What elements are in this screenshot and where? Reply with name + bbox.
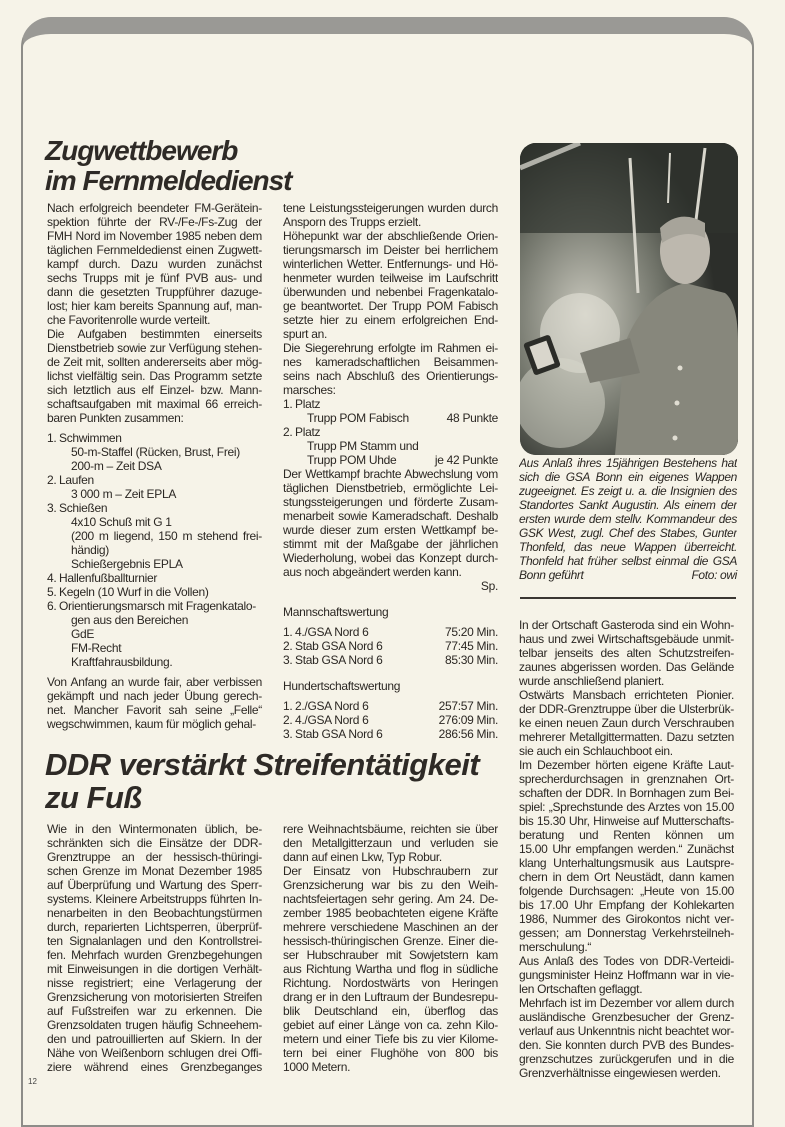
rank: 1. bbox=[283, 699, 293, 713]
list-item bbox=[47, 613, 262, 627]
text-line: Die Siegerehrung erfolgte im Rahmen ei- bbox=[283, 341, 498, 355]
text-line: Nach erfolgreich beendeter FM-Gerätein- bbox=[47, 201, 262, 215]
text-line: sprecherdurchsagen in grenznahen Ort- bbox=[519, 772, 734, 786]
text-line: klang Unterhaltungsmusik aus Lautspre- bbox=[519, 856, 734, 870]
text-line: grenzschutzes zurückgerufen und in die bbox=[519, 1052, 734, 1066]
text-line: schränkten sich die Einsätze der DDR- bbox=[47, 836, 262, 850]
text-line: kampf durch. Dazu wurden zunächst bbox=[47, 257, 262, 271]
text-line: täglichen Dienstbetrieb, ermöglichte Lei- bbox=[283, 481, 498, 495]
hundred-ranking-table bbox=[283, 699, 498, 741]
placings-list bbox=[283, 397, 498, 467]
text-line: che Favoritenrolle wurde verteilt. bbox=[47, 313, 211, 327]
article2-right-column bbox=[519, 618, 734, 1080]
body-text bbox=[283, 201, 498, 397]
text-line: schaftsaufgaben mit maximal 66 erreich- bbox=[47, 397, 262, 411]
rank: 1. bbox=[283, 625, 293, 639]
text-line: mehrere verschiedene Maschinen an der bbox=[283, 920, 498, 934]
body-text bbox=[283, 822, 498, 1074]
text-line: aus Richtung Wartha und flog in südliche bbox=[283, 962, 498, 976]
item-number: 3. bbox=[47, 501, 57, 515]
text-line: Der Wettkampf brachte Abwechslung vom bbox=[283, 467, 498, 481]
list-item bbox=[283, 453, 498, 467]
item-number: 1. bbox=[283, 397, 293, 411]
title-line: im Fernmeldedienst bbox=[45, 165, 292, 197]
text-line: Mehrfach ist im Dezember vor allem durch bbox=[519, 996, 734, 1010]
text-line: Grenzsoldaten trugen häufig Schneehem- bbox=[47, 1018, 262, 1032]
text-line: 1986, Nummer des Girokontos nicht ver- bbox=[519, 912, 734, 926]
text-line: Wiederholung, wobei das Konzept durch- bbox=[283, 551, 498, 565]
text-line: lost; hier kam bereits Spannung auf, man- bbox=[47, 299, 262, 313]
text-line: ge beantwortet. Der Trupp POM Fabisch bbox=[283, 299, 498, 313]
paragraph bbox=[47, 327, 262, 425]
body-text bbox=[283, 467, 498, 579]
article1-left-column bbox=[47, 201, 262, 731]
caption-text bbox=[519, 456, 737, 568]
rank: 3. bbox=[283, 653, 293, 667]
text-line: Grenzsicherung von motorisierten Streifen bbox=[47, 990, 262, 1004]
article2-left-column bbox=[47, 822, 262, 1074]
text-line: hessisch-thüringischen Grenze. Einer die- bbox=[283, 934, 498, 948]
caption-line: GSK West, zugl. Chef des Stabes, Gunter bbox=[519, 526, 737, 540]
item-text: Orientierungsmarsch mit Fragenkatalo- bbox=[59, 599, 256, 613]
text-line: rere Weihnachtsbäume, reichten sie über bbox=[283, 822, 498, 836]
text-line: ten Signalanlagen und den Kontrollstrei- bbox=[47, 934, 262, 948]
text-line: Grenzverhältnisse eingewiesen werden. bbox=[519, 1066, 721, 1080]
text-line: beratung und Renten können um bbox=[519, 828, 734, 842]
article1-middle-column bbox=[283, 201, 498, 741]
text-line: Richtung. Nordostwärts von Heringen bbox=[283, 976, 498, 990]
time: 75:20 Min. bbox=[444, 625, 498, 639]
item-number bbox=[47, 557, 59, 571]
item-text: händig) bbox=[71, 543, 109, 557]
text-line: net. Mancher Favorit sah seine „Felle“ bbox=[47, 703, 262, 717]
item-number: 6. bbox=[47, 599, 57, 613]
intro-text bbox=[47, 201, 262, 425]
text-line: systems. Kleinere Arbeitstrupps führten In- bbox=[47, 892, 262, 906]
text-line: Die Aufgaben bestimmten einerseits bbox=[47, 327, 262, 341]
time: 77:45 Min. bbox=[444, 639, 498, 653]
divider-rule bbox=[520, 597, 736, 599]
time: 257:57 Min. bbox=[438, 699, 498, 713]
list-item bbox=[47, 529, 262, 543]
item-text: Kraftfahrausbildung. bbox=[71, 655, 173, 669]
text-line: spektion führte der RV-/Fe-/Fs-Zug der bbox=[47, 215, 262, 229]
text-line: der DDR-Grenztruppe über die Ulsterbrük- bbox=[519, 702, 734, 716]
team: Stab GSA Nord 6 bbox=[295, 727, 383, 741]
text-line: Aus Anlaß des Todes von DDR-Verteidi- bbox=[519, 954, 734, 968]
text-line: mehrerer Metallgittermatten. Dazu setzten bbox=[519, 730, 734, 744]
outro-text bbox=[47, 675, 262, 731]
text-line: seins nach Abschluß des Orientierungs- bbox=[283, 369, 498, 383]
list-item bbox=[47, 599, 262, 613]
text-line: verlauf aus Unkenntnis nicht beachtet wor- bbox=[519, 1024, 734, 1038]
task-list bbox=[47, 431, 262, 669]
caption-line: Aus Anlaß ihres 15jährigen Bestehens hat bbox=[519, 456, 737, 470]
caption-line: sich die GSA Bonn ein eigenes Wappen bbox=[519, 470, 737, 484]
text-line: den und patrouillierten auf Skiern. In der bbox=[47, 1032, 262, 1046]
paragraph bbox=[519, 758, 734, 954]
team-ranking-table bbox=[283, 625, 498, 667]
text-line: chern in dem Ort Neustädt, dann kamen bbox=[519, 870, 734, 884]
text-line: setzte hier zu einem erfolgreichen End- bbox=[283, 313, 498, 327]
body-text bbox=[519, 618, 734, 1080]
text-line: de Zeit mit, sollten andererseits aber mög- bbox=[47, 355, 262, 369]
item-text: gen aus den Bereichen bbox=[71, 613, 189, 627]
hundred-ranking-title: Hundertschaftswertung bbox=[283, 679, 401, 693]
text-line: mit Einweisungen in die dortigen Verhält- bbox=[47, 962, 262, 976]
text-line: sich letztlich aus elf Einzel- bzw. Mann- bbox=[47, 383, 262, 397]
list-item bbox=[47, 655, 262, 669]
team: Stab GSA Nord 6 bbox=[295, 639, 383, 653]
paragraph bbox=[519, 996, 734, 1080]
paragraph bbox=[283, 201, 498, 229]
text-line: menarbeit sowie Kameradschaft. Deshalb bbox=[283, 509, 498, 523]
text-line: ausländische Grenzbesucher der Grenz- bbox=[519, 1010, 734, 1024]
article-title-ddr bbox=[45, 748, 479, 815]
text-line: stungssteigerungen und förderte Zusam- bbox=[283, 495, 498, 509]
text-line: dann die gesetzten Truppführer dazuge- bbox=[47, 285, 262, 299]
text-line: wurde dieser zum ersten Wettkampf be- bbox=[283, 523, 498, 537]
text-line: lichst vielfältig sein. Das Programm setzte bbox=[47, 369, 262, 383]
item-text: Trupp PM Stamm und bbox=[307, 439, 419, 453]
text-line: drang er in den Luftraum der Bundesrepu- bbox=[283, 990, 498, 1004]
time: 286:56 Min. bbox=[438, 727, 498, 741]
text-line: gungsminister Heinz Hoffmann war in vie- bbox=[519, 968, 734, 982]
text-line: dann auf einen Lkw, Typ Robur. bbox=[283, 850, 442, 864]
item-number bbox=[47, 543, 59, 557]
text-line: wurde anschließend planiert. bbox=[519, 674, 665, 688]
team: 4./GSA Nord 6 bbox=[295, 713, 369, 727]
text-line: gebiet auf einer Länge von ca. zehn Kilo- bbox=[283, 1018, 498, 1032]
text-line: Grenztruppe an der hessisch-thüringi- bbox=[47, 850, 262, 864]
text-line: schaften der DDR. In Bornhagen zum Bei- bbox=[519, 786, 734, 800]
list-item bbox=[47, 445, 262, 459]
item-text: Platz bbox=[295, 397, 321, 411]
text-line: Ostwärts Mansbach errichteten Pionier. bbox=[519, 688, 734, 702]
item-number bbox=[47, 641, 59, 655]
item-number bbox=[47, 529, 59, 543]
list-item bbox=[283, 397, 498, 411]
text-line: marsches: bbox=[283, 383, 336, 397]
list-item bbox=[47, 515, 262, 529]
photo-officer-with-coat-of-arms bbox=[520, 143, 738, 455]
text-line: spurt an. bbox=[283, 327, 327, 341]
text-line: merschulung.“ bbox=[519, 940, 592, 954]
title-line: DDR verstärkt Streifentätigkeit bbox=[45, 747, 480, 782]
caption-footer bbox=[519, 568, 737, 582]
page-number: 12 bbox=[28, 1077, 37, 1086]
text-line: aus noch abgeändert werden kann. bbox=[283, 565, 462, 579]
table-row bbox=[283, 653, 498, 667]
text-line: tierungsmarsch im Deister bei herrlichem bbox=[283, 243, 498, 257]
text-line: nisse registriert; eine Verlagerung der bbox=[47, 976, 262, 990]
text-line: blik Deutschland ein, überflog das bbox=[283, 1004, 498, 1018]
item-points: je 42 Punkte bbox=[434, 453, 498, 467]
item-number: 1. bbox=[47, 431, 57, 445]
item-number bbox=[283, 411, 295, 425]
item-text: Trupp POM Uhde bbox=[307, 453, 397, 467]
paragraph bbox=[47, 201, 262, 327]
text-line: tern bei einer Flughöhe von 800 bis bbox=[283, 1046, 498, 1060]
table-row bbox=[283, 727, 498, 741]
item-points: 48 Punkte bbox=[446, 411, 498, 425]
text-line: folgende Durchsagen: „Heute von 15.00 bbox=[519, 884, 734, 898]
text-line: bis 17.00 Uhr Empfang der Kohlekarten bbox=[519, 898, 734, 912]
photo-image bbox=[520, 143, 738, 455]
text-line: Im Dezember hörten eigene Kräfte Laut- bbox=[519, 758, 734, 772]
text-line: bis 15.30 Uhr, Hinweise auf Mutterschafts- bbox=[519, 814, 734, 828]
item-text: 200-m – Zeit DSA bbox=[71, 459, 162, 473]
caption-line: Thonfeld hat früher selbst einmal die GSA bbox=[519, 554, 737, 568]
text-line: überwunden und nebenbei Fragenkatalo- bbox=[283, 285, 498, 299]
text-line: In der Ortschaft Gasteroda sind ein Wohn- bbox=[519, 618, 734, 632]
text-line: ke einen neuen Zaun durch Verschrauben bbox=[519, 716, 734, 730]
rank: 2. bbox=[283, 639, 293, 653]
text-line: len Ortschaften geflaggt. bbox=[519, 982, 643, 996]
text-line: durch, reparierten Lichtsperren, überprüf- bbox=[47, 920, 262, 934]
item-text: (200 m liegend, 150 m stehend frei- bbox=[71, 529, 262, 543]
item-number: 5. bbox=[47, 585, 57, 599]
text-line: Wie in den Wintermonaten üblich, be- bbox=[47, 822, 262, 836]
text-line: Von Anfang an wurde fair, aber verbissen bbox=[47, 675, 262, 689]
list-item bbox=[47, 459, 262, 473]
author-signature: Sp. bbox=[480, 579, 498, 593]
text-line: Dienstbetrieb sowie zur Verfügung stehen- bbox=[47, 341, 262, 355]
list-item bbox=[283, 425, 498, 439]
text-line: sie auch ein Schlauchboot ein. bbox=[519, 744, 673, 758]
text-line: Grenzsicherung war bis zu den Weih- bbox=[283, 878, 498, 892]
list-item bbox=[283, 411, 498, 425]
paragraph bbox=[519, 688, 734, 758]
text-line: auf Überprüfung und Wartung des Sperr- bbox=[47, 878, 262, 892]
text-line: metern und einer Tiefe bis zu vier Kilome- bbox=[283, 1032, 498, 1046]
paragraph bbox=[283, 229, 498, 341]
list-item bbox=[47, 627, 262, 641]
text-line: schen Grenze im Monat Dezember 1985 bbox=[47, 864, 262, 878]
text-line: täglichen Fernmeldedienst einen Zugwett- bbox=[47, 243, 262, 257]
item-text: Laufen bbox=[59, 473, 94, 487]
item-number: 2. bbox=[47, 473, 57, 487]
item-number bbox=[47, 627, 59, 641]
text-line: fen. Mehrfach wurden Grenzbegehungen bbox=[47, 948, 262, 962]
article-title-zugwettbewerb bbox=[45, 136, 292, 196]
text-line: baren Punkten zusammen: bbox=[47, 411, 184, 425]
list-item bbox=[47, 501, 262, 515]
item-text: Schwimmen bbox=[59, 431, 122, 445]
text-line: ser Hubschrauber mit Sowjetstern kam bbox=[283, 948, 498, 962]
text-line: gessen; am Donnerstag Verkehrsteilneh- bbox=[519, 926, 734, 940]
text-line: Höhepunkt war der abschließende Orien- bbox=[283, 229, 498, 243]
caption-line: zugeeignet. Es zeigt u. a. die Insignien des bbox=[519, 484, 737, 498]
text-line: winterlichen Wetter. Entfernungs- und Hö- bbox=[283, 257, 498, 271]
item-number bbox=[47, 459, 59, 473]
text-line: haus und zwei Wirtschaftsgebäude unmit- bbox=[519, 632, 734, 646]
text-line: stimmt mit der Maßgabe der jährlichen bbox=[283, 537, 498, 551]
item-text: Kegeln (10 Wurf in die Vollen) bbox=[59, 585, 209, 599]
text-line: Ansporn des Trupps erzielt. bbox=[283, 215, 421, 229]
time: 276:09 Min. bbox=[438, 713, 498, 727]
item-number: 2. bbox=[283, 425, 293, 439]
caption-line: ersten wurde dem stellv. Kommandeur des bbox=[519, 512, 737, 526]
text-line: zaunes abgerissen worden. Das Gelände bbox=[519, 660, 734, 674]
text-line: wegschwimmen, kaum für möglich gehal- bbox=[47, 717, 256, 731]
list-item bbox=[47, 473, 262, 487]
text-line: 1000 Metern. bbox=[283, 1060, 351, 1074]
body-text bbox=[47, 822, 262, 1074]
text-line: spiel: „Sprechstunde des Arztes von 15.00 bbox=[519, 800, 734, 814]
table-row bbox=[283, 699, 498, 713]
text-line: nes kameradschaftlichen Beisammen- bbox=[283, 355, 498, 369]
title-line: Zugwettbewerb bbox=[45, 135, 238, 166]
time: 85:30 Min. bbox=[444, 653, 498, 667]
item-text: Trupp POM Fabisch bbox=[307, 411, 409, 425]
item-text: Schießergebnis EPLA bbox=[71, 557, 183, 571]
team: Stab GSA Nord 6 bbox=[295, 653, 383, 667]
text-line: 15.00 Uhr empfangen werden.“ Zunächst bbox=[519, 842, 734, 856]
team: 2./GSA Nord 6 bbox=[295, 699, 369, 713]
team: 4./GSA Nord 6 bbox=[295, 625, 369, 639]
text-line: FMH Nord im November 1985 neben dem bbox=[47, 229, 262, 243]
text-line: nenarbeiten in den Beobachtungstürmen bbox=[47, 906, 262, 920]
rank: 3. bbox=[283, 727, 293, 741]
paragraph bbox=[47, 675, 262, 731]
caption-line: Thonfeld, das neue Wappen überreicht. bbox=[519, 540, 737, 554]
team-ranking-title: Mannschaftswertung bbox=[283, 605, 389, 619]
paragraph bbox=[283, 341, 498, 397]
text-line: den Metallgitterzaun und verluden sie bbox=[283, 836, 498, 850]
paragraph bbox=[283, 822, 498, 864]
list-item bbox=[47, 571, 262, 585]
item-text: Hallenfußballturnier bbox=[59, 571, 158, 585]
photo-credit: Foto: owi bbox=[691, 568, 737, 582]
text-line: Der Einsatz von Hubschraubern zur bbox=[283, 864, 498, 878]
list-item bbox=[47, 557, 262, 571]
item-number bbox=[47, 613, 59, 627]
item-number bbox=[47, 655, 59, 669]
table-row bbox=[283, 625, 498, 639]
article2-middle-column bbox=[283, 822, 498, 1074]
title-line: zu Fuß bbox=[45, 780, 142, 816]
item-text: Schießen bbox=[59, 501, 108, 515]
item-text: 3 000 m – Zeit EPLA bbox=[71, 487, 177, 501]
item-number: 4. bbox=[47, 571, 57, 585]
text-line: henmeter wurden teilweise im Laufschritt bbox=[283, 271, 498, 285]
list-item bbox=[47, 487, 262, 501]
item-text: 50-m-Staffel (Rücken, Brust, Frei) bbox=[71, 445, 240, 459]
paragraph bbox=[283, 864, 498, 1074]
caption-last-line: Bonn geführt bbox=[519, 568, 584, 582]
list-item bbox=[47, 585, 262, 599]
item-number bbox=[47, 445, 59, 459]
item-text: Platz bbox=[295, 425, 321, 439]
paragraph bbox=[47, 822, 262, 1074]
item-number bbox=[47, 487, 59, 501]
table-row bbox=[283, 639, 498, 653]
item-text: 4x10 Schuß mit G 1 bbox=[71, 515, 172, 529]
text-line: telbar jenseits des alten Schutzstreifen- bbox=[519, 646, 734, 660]
text-line: auf Fußstreifen war zu erkennen. Die bbox=[47, 1004, 262, 1018]
text-line: tene Leistungssteigerungen wurden durch bbox=[283, 201, 498, 215]
text-line: Nähe von Weißenborn schlugen drei Offi- bbox=[47, 1046, 262, 1060]
rank: 2. bbox=[283, 713, 293, 727]
text-line: zember 1985 beobachteten eigene Kräfte bbox=[283, 906, 498, 920]
caption-line: Standortes Sankt Augustin. Als einem der bbox=[519, 498, 737, 512]
text-line: den. Sie konnten durch PVB des Bundes- bbox=[519, 1038, 734, 1052]
item-text: FM-Recht bbox=[71, 641, 122, 655]
paragraph bbox=[519, 618, 734, 688]
photo-caption bbox=[519, 456, 737, 582]
list-item bbox=[47, 431, 262, 445]
item-number bbox=[283, 453, 295, 467]
item-text: GdE bbox=[71, 627, 95, 641]
item-number bbox=[47, 515, 59, 529]
list-item bbox=[283, 439, 498, 453]
item-number bbox=[283, 439, 295, 453]
paragraph bbox=[519, 954, 734, 996]
text-line: ziere während eines Grenzbeganges bbox=[47, 1060, 262, 1074]
text-line: sechs Trupps mit je fünf PVB aus- und bbox=[47, 271, 262, 285]
text-line: gekämpft und nach jeder Übung gerech- bbox=[47, 689, 262, 703]
text-line: nachtsfeiertagen sehr gering. Am 24. De- bbox=[283, 892, 498, 906]
list-item bbox=[47, 641, 262, 655]
paragraph bbox=[283, 467, 498, 579]
list-item bbox=[47, 543, 262, 557]
table-row bbox=[283, 713, 498, 727]
